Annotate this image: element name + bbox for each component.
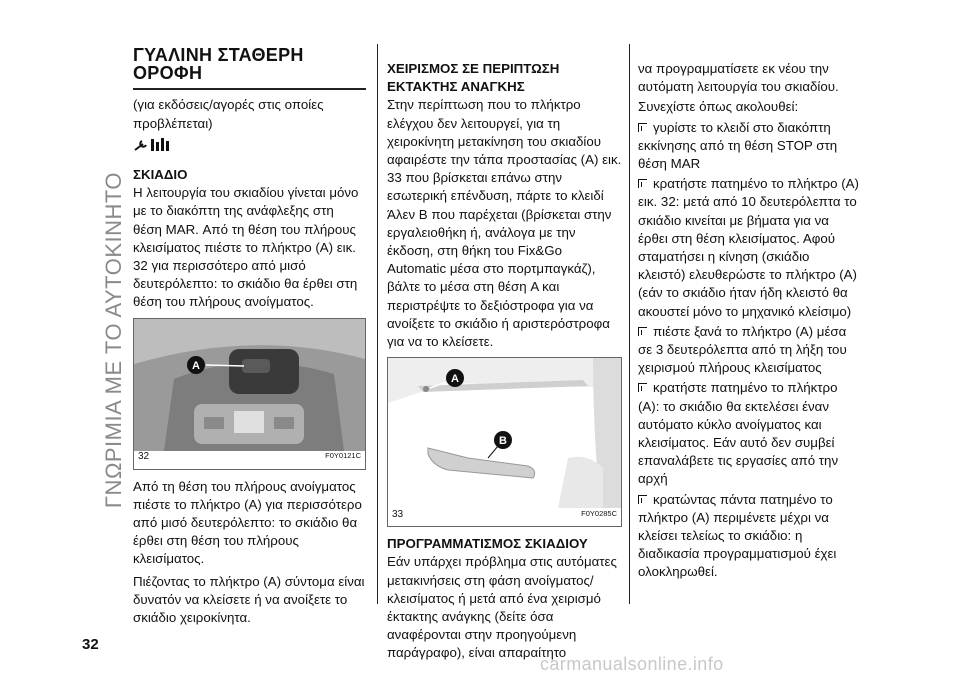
section-subtitle: (για εκδόσεις/αγορές στις οποίες προβλέπεται) xyxy=(133,97,324,131)
subsection-heading: ΠΡΟΓΡΑΜΜΑΤΙΣΜΟΣ ΣΚΙΑΔΙΟΥ xyxy=(387,536,588,552)
paragraph: Πιέζοντας το πλήκτρο (A) σύντομα είναι δυνατόν να κλείσετε ή να ανοίξετε το σκιάδιο χειροκίνητα. xyxy=(133,573,365,626)
figure-label-a: A xyxy=(451,373,459,386)
bullet-icon xyxy=(638,495,647,504)
column-divider xyxy=(377,44,378,604)
section-heading: ΧΕΙΡΙΣΜΟΣ ΣΕ ΠΕΡΙΠΤΩΣΗ ΕΚΤΑΚΤΗΣ ΑΝΑΓΚΗΣ xyxy=(387,61,560,95)
list-item: γυρίστε το κλειδί στο διακόπτη εκκίνησης από τη θέση STOP στη θέση MAR xyxy=(638,119,838,172)
bullet-icon xyxy=(638,327,647,336)
chapter-title: ΓΝΩΡΙΜΙΑ ΜΕ ΤΟ ΑΥΤΟΚΙΝΗΤΟ xyxy=(101,171,126,509)
figure-number: 32 xyxy=(138,451,150,463)
figure-number: 33 xyxy=(392,509,404,521)
figure-label-b: B xyxy=(499,435,507,448)
wrench-icon xyxy=(133,137,175,153)
column-1 xyxy=(133,46,366,629)
figure-32 xyxy=(133,318,366,470)
tool-icons xyxy=(133,137,366,158)
paragraph: Η λειτουργία του σκιαδίου γίνεται μόνο με το διακόπτη της ανάφλεξης στη θέση MAR. Από τη θέση του πλήρους κλεισίματος πιέστε το πλήκτρο (A) εικ. 32 για περισσότερο από μισό δευτερόλεπτο: το σκιάδιο θα έρθει στη θέση του πλήρους ανοίγματος. xyxy=(133,185,359,310)
figure-code: F0Y0285C xyxy=(581,509,617,519)
list-item: πιέστε ξανά το πλήκτρο (A) μέσα σε 3 δευτερόλεπτα από τη λήξη του χειρισμού πλήρους κλεισίματος xyxy=(638,323,847,376)
column-divider xyxy=(629,44,630,604)
paragraph: Από τη θέση του πλήρους ανοίγματος πιέστε το πλήκτρο (A) για περισσότερο από μισό δευτερόλεπτο: το σκιάδιο θα έρθει στη θέση του πλήρους κλεισίματος. xyxy=(133,478,362,567)
bullet-icon xyxy=(638,383,647,392)
paragraph: να προγραμματίσετε εκ νέου την αυτόματη λειτουργία του σκιαδίου. xyxy=(638,61,839,95)
subsection-heading: ΣΚΙΑΔΙΟ xyxy=(133,167,188,183)
section-title: ΓΥΑΛΙΝΗ ΣΤΑΘΕΡΗ ΟΡΟΦΗ xyxy=(133,46,366,90)
figure-label-a: A xyxy=(192,359,200,372)
paragraph: Εάν υπάρχει πρόβλημα στις αυτόματες μετακινήσεις στη φάση ανοίγματος/κλεισίματος ή μετά από ένα χειρισμό έκτακτης ανάγκης (δείτε όσα αναφέρονται στην προηγούμενη παράγραφο), είναι απαραίτητο xyxy=(387,554,617,661)
figure-code: F0Y0121C xyxy=(325,451,361,461)
chapter-sidebar xyxy=(82,50,126,630)
column-2 xyxy=(387,60,622,665)
figure-33 xyxy=(387,357,622,527)
bullet-icon xyxy=(638,123,647,132)
steps-list xyxy=(638,119,860,582)
list-item: κρατήστε πατημένο το πλήκτρο (A) εικ. 32: μετά από 10 δευτερόλεπτα το σκιάδιο κινείται με βήματα για να έρθει στη θέση κλεισίματος. Αφού σταματήσει η κίνηση (σκιάδιο κλειστό) ελευθερώστε το πλήκτρο (A) (εάν το σκιάδιο ήταν ήδη κλειστό θα ακουστεί μόνο το μηχανικό κλείσιμο) xyxy=(638,176,859,319)
watermark: carmanualsonline.info xyxy=(540,654,724,674)
paragraph: Συνεχίστε όπως ακολουθεί: xyxy=(638,99,799,115)
figure-image xyxy=(388,358,621,508)
bullet-icon xyxy=(638,179,647,188)
figure-image xyxy=(134,319,365,451)
column-3 xyxy=(638,60,860,584)
page-number: 32 xyxy=(82,636,99,653)
paragraph: Στην περίπτωση που το πλήκτρο ελέγχου δεν λειτουργεί, για τη χειροκίνητη μετακίνηση του σκιαδίου αφαιρέστε την τάπα προστασίας (A) εικ. 33 που βρίσκεται επάνω στην εσωτερική επένδυση, πάρτε το κλειδί Άλεν B που παρέχεται (βρίσκεται στην εργαλειοθήκη ή, ανάλογα με την έκδοση, στη θήκη του Fix&Go Automatic μέσα στο πορτμπαγκάζ), βάλτε το μέσα στη θέση A και περιστρέψτε το δεξιόστροφα για να ανοίξετε το σκιάδιο ή αριστερόστροφα για να το κλείσετε. xyxy=(387,97,622,350)
list-item: κρατήστε πατημένο το πλήκτρο (A): το σκιάδιο θα εκτελέσει έναν αυτόματο κύκλο ανοίγματος και κλεισίματος. Εάν αυτό δεν συμβεί επαναλάβετε τις εργασίες από την αρχή xyxy=(638,380,839,487)
list-item: κρατώντας πάντα πατημένο το πλήκτρο (A) περιμένετε μέχρι να κλείσει τελείως το σκιάδιο: η διαδικασία προγραμματισμού έχει ολοκληρωθεί. xyxy=(638,491,837,580)
